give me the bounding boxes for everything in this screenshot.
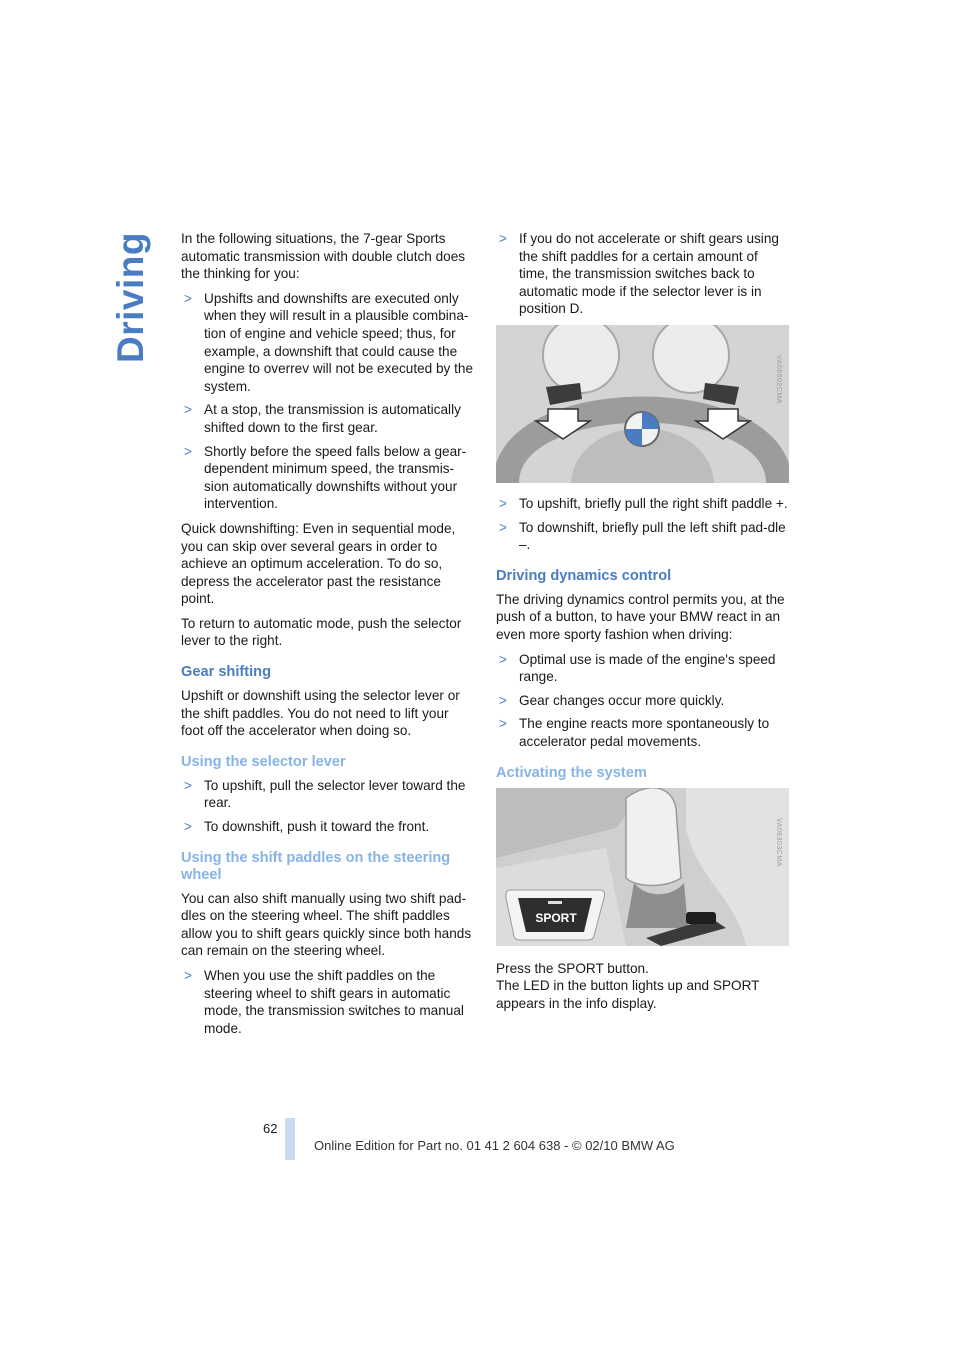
bullet-icon: > xyxy=(184,777,192,793)
sport-button-label: SPORT xyxy=(535,910,577,925)
sport-button-figure xyxy=(496,788,789,946)
auto-return-bullet-list xyxy=(496,230,790,318)
list-item: > The engine reacts more spontaneously to accelerator pedal movements. xyxy=(499,716,770,749)
return-auto-paragraph: To return to automatic mode, push the selector lever to the right. xyxy=(181,615,462,649)
bullet-icon: > xyxy=(499,716,507,732)
bullet-icon: > xyxy=(499,495,507,511)
gear-shifting-paragraph: Upshift or downshift using the selector lever or the shift paddles. You do not need to lift your foot off the accelerator when doing so. xyxy=(181,688,460,739)
list-item: > To upshift, briefly pull the right shift paddle +. xyxy=(499,495,788,511)
press-sport-paragraph: Press the SPORT button. The LED in the button lights up and SPORT appears in the info display. xyxy=(496,960,760,1011)
list-item: > At a stop, the transmission is automatically shifted down to the first gear. xyxy=(184,402,461,435)
footer-accent-bar xyxy=(285,1118,295,1160)
list-item: > To upshift, pull the selector lever toward the rear. xyxy=(184,777,466,811)
intro-paragraph: In the following situations, the 7-gear Sports automatic transmission with double clutch does the thinking for you: xyxy=(181,231,466,282)
bullet-icon: > xyxy=(184,819,192,835)
list-item: > Optimal use is made of the engine's speed range. xyxy=(499,651,776,685)
bullet-icon: > xyxy=(499,231,507,246)
driving-dynamics-heading: Driving dynamics control xyxy=(496,567,672,584)
intro-bullet-list xyxy=(181,290,474,513)
left-column xyxy=(181,230,474,1044)
list-item: > Gear changes occur more quickly. xyxy=(499,692,725,708)
list-item: > Shortly before the speed falls below a gear-dependent minimum speed, the transmis-sion automatically downshifts without your intervention. xyxy=(184,443,467,512)
bullet-icon: > xyxy=(184,968,192,983)
list-item: > To downshift, push it toward the front. xyxy=(184,819,430,835)
activating-heading: Activating the system xyxy=(496,764,647,781)
shift-paddles-paragraph: You can also shift manually using two shift pad-dles on the steering wheel. The shift paddles allow you to shift gears quickly since both hands can remain on the steering wheel. xyxy=(181,890,472,959)
list-item: > If you do not accelerate or shift gears using the shift paddles for a certain amount of time, the transmission switches back to automatic mode if the selector lever is in position D. xyxy=(499,231,779,317)
bullet-icon: > xyxy=(499,519,507,535)
bullet-icon: > xyxy=(499,692,507,708)
list-item: > To downshift, briefly pull the left shift pad-dle –. xyxy=(499,519,786,553)
paddles-bullet-list xyxy=(181,967,474,1037)
bullet-icon: > xyxy=(184,443,192,459)
selector-bullet-list xyxy=(181,777,474,836)
selector-lever-heading: Using the selector lever xyxy=(181,753,346,770)
bullet-icon: > xyxy=(184,402,192,418)
bullet-icon: > xyxy=(499,651,507,667)
driving-dynamics-paragraph: The driving dynamics control permits you, at the push of a button, to have your BMW react in an even more sporty fashion when driving: xyxy=(496,591,785,642)
gear-shifting-heading: Gear shifting xyxy=(181,664,272,681)
page-number: 62 xyxy=(263,1121,278,1136)
shift-paddles-heading: Using the shift paddles on the steering wheel xyxy=(181,849,451,883)
list-item: > Upshifts and downshifts are executed only when they will result in a plausible combina-tion of engine and vehicle speed; thus, for example, a downshift that could cause the engine to overrev will not be executed by the system. xyxy=(184,290,474,394)
steering-wheel-illustration xyxy=(496,325,789,483)
ddc-bullet-list xyxy=(496,651,790,751)
right-column xyxy=(496,230,790,1019)
quick-downshift-paragraph: Quick downshifting: Even in sequential mode, you can skip over several gears in order to achieve an optimum acceleration. To do so, depress the accelerator past the resistance point. xyxy=(181,520,456,607)
section-title: Driving xyxy=(110,232,151,363)
sport-button-illustration xyxy=(496,788,789,946)
list-item: > When you use the shift paddles on the steering wheel to shift gears in automatic mode, the transmission switches to manual mode. xyxy=(184,968,464,1036)
paddle-bullet-list xyxy=(496,495,790,554)
figure-code: VA06602CMA xyxy=(775,354,782,404)
figure-code: VA06303CMA xyxy=(775,817,782,867)
bullet-icon: > xyxy=(184,290,192,306)
footer-edition-text: Online Edition for Part no. 01 41 2 604 638 - © 02/10 BMW AG xyxy=(314,1138,675,1153)
steering-wheel-paddles-figure xyxy=(496,325,789,483)
